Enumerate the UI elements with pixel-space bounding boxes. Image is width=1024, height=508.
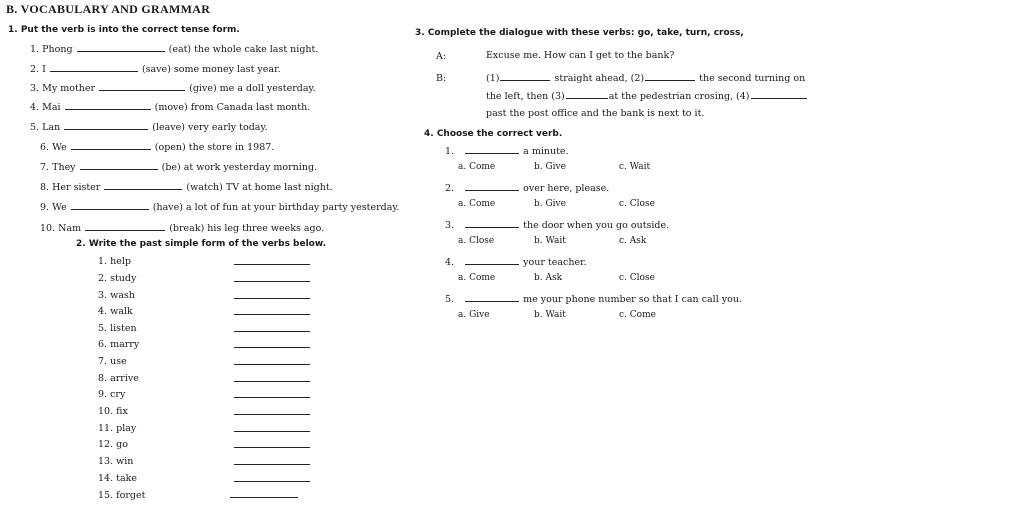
item-prompt: (open) the store in 1987. — [154, 142, 275, 153]
answer-line[interactable] — [234, 298, 310, 299]
item-number: 4. — [30, 102, 40, 113]
dialogue-text: the second turning on — [699, 73, 806, 84]
item-subject: Mai — [42, 102, 61, 113]
question-stem: the door when you go outside. — [523, 220, 670, 231]
ex1-item-4 — [30, 101, 310, 113]
answer-line[interactable] — [234, 414, 310, 415]
option-b[interactable]: b. Wait — [534, 310, 566, 320]
answer-line[interactable] — [234, 481, 310, 482]
option-a[interactable]: a. Come — [458, 199, 496, 209]
exercise-4-heading: 4. Choose the correct verb. — [424, 129, 563, 139]
exercise-2-heading: 2. Write the past simple form of the verbs below. — [76, 239, 327, 249]
section-title: B. VOCABULARY AND GRAMMAR — [6, 2, 211, 16]
item-number: 8. — [40, 182, 50, 193]
answer-line[interactable] — [234, 431, 310, 432]
dialogue-text: the left, then (3) — [486, 91, 565, 102]
ex1-item-1 — [30, 43, 318, 55]
answer-line[interactable] — [234, 381, 310, 382]
item-number: 2. — [30, 64, 40, 75]
ex2-verb: 8. arrive — [98, 373, 139, 384]
question-number: 4. — [445, 257, 455, 268]
option-a[interactable]: a. Come — [458, 273, 496, 283]
option-b[interactable]: b. Give — [534, 162, 566, 172]
answer-blank[interactable] — [465, 182, 519, 191]
answer-blank[interactable] — [85, 222, 165, 231]
ex2-verb: 15. forget — [98, 490, 146, 501]
option-c[interactable]: c. Come — [619, 310, 656, 320]
item-prompt: (break) his leg three weeks ago. — [169, 223, 325, 234]
item-subject: Phong — [42, 44, 73, 55]
item-subject: They — [52, 162, 76, 173]
ex1-item-6 — [40, 141, 274, 153]
question-number: 5. — [445, 294, 455, 305]
answer-line[interactable] — [234, 364, 310, 365]
answer-blank[interactable] — [77, 43, 165, 52]
item-number: 5. — [30, 122, 40, 133]
option-b[interactable]: b. Give — [534, 199, 566, 209]
speaker-b-line-1 — [486, 72, 805, 84]
item-subject: We — [52, 142, 67, 153]
answer-blank[interactable] — [71, 201, 149, 210]
question-stem: over here, please. — [523, 183, 610, 194]
question-stem: a minute. — [523, 146, 569, 157]
question-number: 1. — [445, 146, 455, 157]
option-b[interactable]: b. Ask — [534, 273, 563, 283]
answer-blank[interactable] — [50, 63, 138, 72]
option-a[interactable]: a. Come — [458, 162, 496, 172]
answer-blank[interactable] — [645, 72, 695, 81]
ex2-verb: 5. listen — [98, 323, 137, 334]
answer-blank[interactable] — [64, 121, 148, 130]
answer-line[interactable] — [234, 331, 310, 332]
item-prompt: (move) from Canada last month. — [154, 102, 311, 113]
question-stem: your teacher. — [523, 257, 587, 268]
option-b[interactable]: b. Wait — [534, 236, 566, 246]
item-subject: Her sister — [52, 182, 101, 193]
speaker-b-line-3: past the post office and the bank is next to it. — [486, 108, 705, 119]
question-stem: me your phone number so that I can call you. — [523, 294, 742, 305]
item-number: 10. — [40, 223, 56, 234]
answer-line[interactable] — [234, 281, 310, 282]
ex2-verb: 10. fix — [98, 406, 128, 417]
item-number: 9. — [40, 202, 50, 213]
answer-blank[interactable] — [71, 141, 151, 150]
answer-line[interactable] — [234, 314, 310, 315]
speaker-b-label: B: — [436, 73, 447, 84]
item-number: 7. — [40, 162, 50, 173]
item-number: 1. — [30, 44, 40, 55]
ex2-verb: 13. win — [98, 456, 134, 467]
ex2-verb: 6. marry — [98, 339, 140, 350]
answer-blank[interactable] — [465, 145, 519, 154]
exercise-3-heading: 3. Complete the dialogue with these verbs: go, take, turn, cross, — [415, 28, 744, 38]
dialogue-text: (1) — [486, 73, 500, 84]
item-subject: My mother — [42, 83, 96, 94]
ex2-verb: 4. walk — [98, 306, 133, 317]
option-c[interactable]: c. Ask — [619, 236, 647, 246]
exercise-1-heading: 1. Put the verb is into the correct tense form. — [8, 25, 240, 35]
question-number: 2. — [445, 183, 455, 194]
answer-blank[interactable] — [751, 90, 807, 99]
item-prompt: (leave) very early today. — [152, 122, 268, 133]
ex2-verb: 1. help — [98, 256, 131, 267]
ex1-item-9 — [40, 201, 400, 213]
dialogue-text: at the pedestrian crosing, (4) — [608, 91, 750, 102]
answer-line[interactable] — [234, 397, 310, 398]
answer-blank[interactable] — [500, 72, 550, 81]
ex1-item-3 — [30, 82, 316, 94]
item-prompt: (eat) the whole cake last night. — [168, 44, 319, 55]
item-number: 3. — [30, 83, 40, 94]
speaker-a-line: Excuse me. How can I get to the bank? — [486, 50, 675, 61]
option-c[interactable]: c. Close — [619, 199, 655, 209]
answer-blank[interactable] — [80, 161, 158, 170]
ex1-item-2 — [30, 63, 281, 75]
item-prompt: (watch) TV at home last night. — [186, 182, 333, 193]
ex4-question-2 — [445, 182, 609, 194]
ex2-verb: 14. take — [98, 473, 137, 484]
ex1-item-10 — [40, 222, 324, 234]
answer-blank[interactable] — [465, 293, 519, 302]
ex1-item-5 — [30, 121, 268, 133]
ex1-item-7 — [40, 161, 317, 173]
ex2-verb: 12. go — [98, 439, 128, 450]
item-prompt: (give) me a doll yesterday. — [189, 83, 316, 94]
item-subject: Nam — [58, 223, 82, 234]
ex2-verb: 3. wash — [98, 290, 135, 301]
ex1-item-8 — [40, 181, 333, 193]
speaker-a-label: A: — [436, 51, 447, 62]
item-subject: I — [42, 64, 46, 75]
ex2-verb: 2. study — [98, 273, 137, 284]
ex2-verb: 11. play — [98, 423, 137, 434]
item-prompt: (save) some money last year. — [141, 64, 281, 75]
answer-blank[interactable] — [465, 256, 519, 265]
ex4-question-3 — [445, 219, 669, 231]
ex4-question-1 — [445, 145, 569, 157]
item-subject: Lan — [42, 122, 61, 133]
dialogue-text: straight ahead, (2) — [554, 73, 645, 84]
answer-blank[interactable] — [566, 90, 608, 99]
option-a[interactable]: a. Give — [458, 310, 490, 320]
answer-blank[interactable] — [99, 82, 185, 91]
ex2-verb: 7. use — [98, 356, 127, 367]
question-number: 3. — [445, 220, 455, 231]
answer-line[interactable] — [234, 347, 310, 348]
ex2-verb: 9. cry — [98, 389, 126, 400]
item-prompt: (be) at work yesterday morning. — [161, 162, 318, 173]
ex4-question-5 — [445, 293, 742, 305]
speaker-b-line-2 — [486, 90, 808, 102]
answer-blank[interactable] — [65, 101, 151, 110]
ex4-question-4 — [445, 256, 587, 268]
answer-line[interactable] — [234, 264, 310, 265]
item-number: 6. — [40, 142, 50, 153]
answer-line[interactable] — [234, 464, 310, 465]
answer-blank[interactable] — [104, 181, 182, 190]
option-c[interactable]: c. Close — [619, 273, 655, 283]
option-c[interactable]: c. Wait — [619, 162, 651, 172]
option-a[interactable]: a. Close — [458, 236, 495, 246]
item-subject: We — [52, 202, 67, 213]
answer-line[interactable] — [230, 497, 298, 498]
answer-blank[interactable] — [465, 219, 519, 228]
answer-line[interactable] — [234, 447, 310, 448]
item-prompt: (have) a lot of fun at your birthday party yesterday. — [152, 202, 400, 213]
